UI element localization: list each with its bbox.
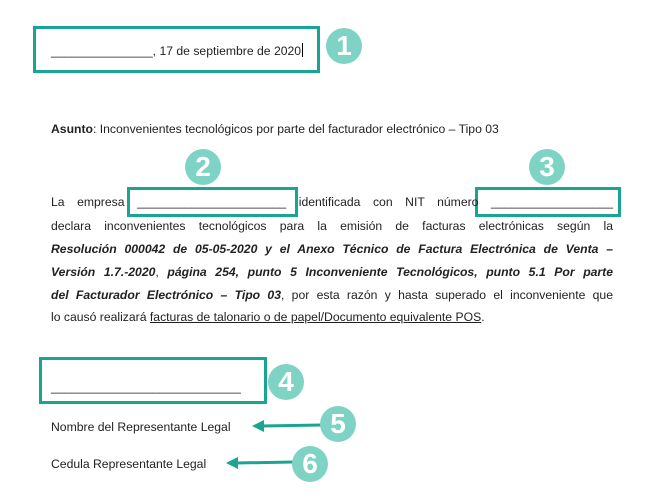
badge-5: 5 <box>320 406 356 442</box>
arrow-6 <box>236 462 294 463</box>
company-blank[interactable]: ______________________ <box>137 195 287 209</box>
subject-label: Asunto <box>51 122 93 136</box>
badge-1: 1 <box>326 28 362 64</box>
arrow-5-head <box>252 420 264 432</box>
realizara-text: lo causó realizará <box>51 310 150 324</box>
date-text: , 17 de septiembre de 2020 <box>152 44 302 58</box>
period: . <box>481 310 485 324</box>
subject-text: : Inconvenientes tecnológicos por parte del facturador electrónico – Tipo 03 <box>92 122 499 136</box>
date-blank[interactable]: _______________ <box>51 44 153 58</box>
page-reference: página 254, punto 5 Inconveniente Tecnológicos, punto 5.1 Por parte <box>167 265 613 279</box>
signature-blank[interactable]: ____________________________ <box>51 380 241 394</box>
nit-blank[interactable]: __________________ <box>490 195 613 209</box>
company-intro: La empresa <box>51 195 125 209</box>
version-text: Versión 1.7.-2020 <box>51 265 156 279</box>
body-text-3: Resolución 000042 de 05-05-2020 y el Anexo Técnico de Factura Electrónica de Venta – <box>51 242 613 256</box>
badge-6: 6 <box>292 446 328 482</box>
arrow-6-head <box>226 457 238 469</box>
representative-id-label: Cedula Representante Legal <box>51 457 207 471</box>
facturador-text: del Facturador Electrónico – Tipo 03 <box>51 288 281 302</box>
arrow-5 <box>262 425 322 426</box>
pos-link[interactable]: facturas de talonario o de papel/Documento equivalente POS <box>149 310 482 324</box>
badge-4: 4 <box>268 364 304 400</box>
badge-2: 2 <box>185 149 221 185</box>
nit-intro: identificada con NIT número <box>298 195 479 209</box>
reason-text: , por esta razón y hasta superado el inconveniente que <box>280 288 613 302</box>
body-text-2: declara inconvenientes tecnológicos para la emisión de facturas electrónicas según la <box>51 219 613 233</box>
separator: , <box>155 265 168 279</box>
badge-3: 3 <box>529 149 565 185</box>
representative-name-label: Nombre del Representante Legal <box>51 420 231 434</box>
